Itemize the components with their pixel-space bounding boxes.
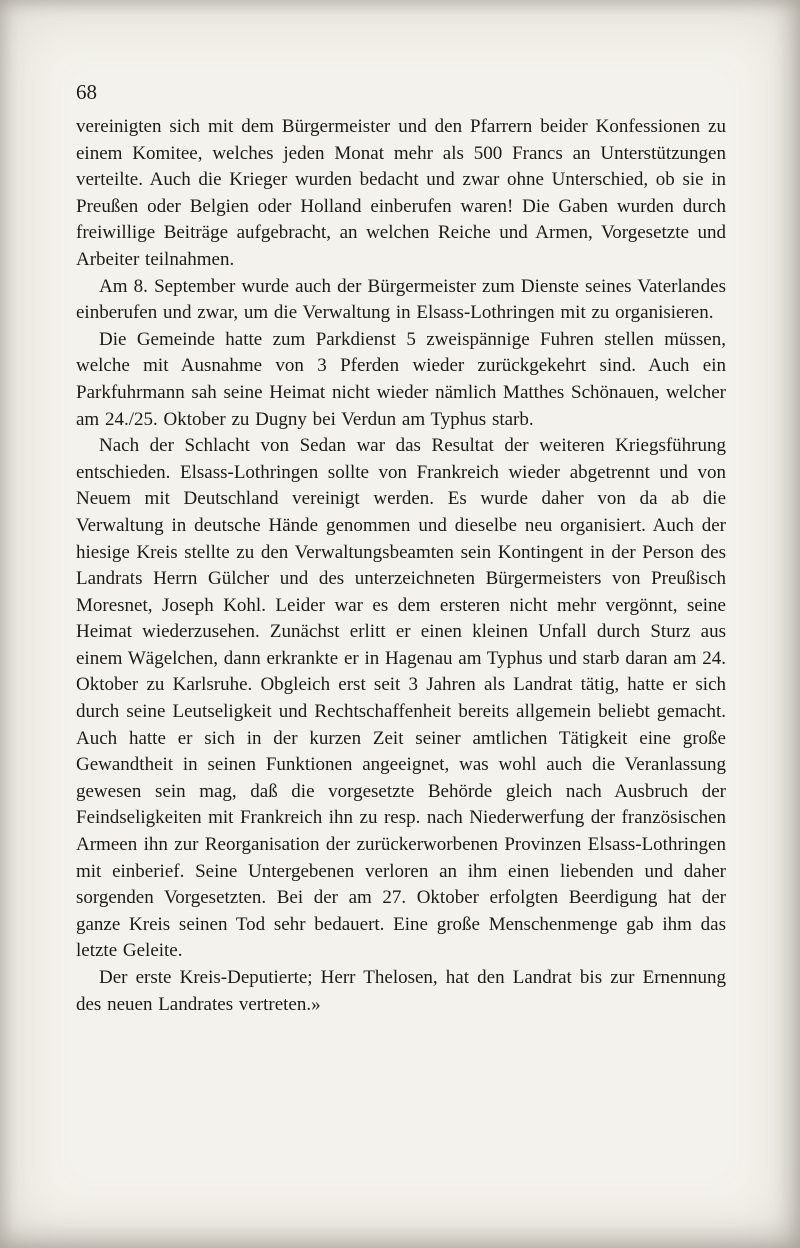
page-number: 68 — [76, 80, 97, 104]
page-text — [76, 114, 726, 1018]
paragraph: Die Gemeinde hatte zum Parkdienst 5 zweispännige Fuhren stellen müssen, welche mit Ausnahme von 3 Pferden wieder zurückgekehrt sind. Auch ein Parkfuhrmann sah seine Heimat nicht wieder nämlich Matthes Schönauen, welcher am 24./25. Oktober zu Dugny bei Verdun am Typhus starb. — [76, 328, 726, 430]
paragraph: Der erste Kreis-Deputierte; Herr Thelosen, hat den Landrat bis zur Ernennung des neuen Landrates vertreten.» — [76, 967, 726, 1015]
paragraph: vereinigten sich mit dem Bürgermeister und den Pfarrern beider Konfessionen zu einem Komitee, welches jeden Monat mehr als 500 Francs an Unterstützungen verteilte. Auch die Krieger wurden bedacht und zwar ohne Unterschied, ob sie in Preußen oder Belgien oder Holland einberufen waren! Die Gaben wurden durch freiwillige Beiträge aufgebracht, an welchen Reiche und Armen, Vorgesetzte und Arbeiter teilnahmen. — [76, 116, 726, 270]
paragraph: Am 8. September wurde auch der Bürgermeister zum Dienste seines Vaterlandes einberufen und zwar, um die Verwaltung in Elsass-Lothringen mit zu organisieren. — [76, 275, 726, 324]
paragraph: Nach der Schlacht von Sedan war das Resultat der weiteren Kriegsführung entschieden. Elsass-Lothringen sollte von Frankreich wieder abgetrennt und von Neuem mit Deutschland vereinigt werden. Es wurde daher von da ab die Verwaltung in deutsche Hände genommen und dieselbe neu organisiert. Auch der hiesige Kreis stellte zu den Verwaltungsbeamten sein Kontingent in der Person des Landrats Herrn Gülcher und des unterzeichneten Bürgermeisters von Preußisch Moresnet, Joseph Kohl. Leider war es dem ersteren nicht mehr vergönnt, seine Heimat wiederzusehen. Zunächst erlitt er einen kleinen Unfall durch Sturz aus einem Wägelchen, dann erkrankte er in Hagenau am Typhus und starb daran am 24. Oktober zu Karlsruhe. Obgleich erst seit 3 Jahren als Landrat tätig, hatte er sich durch seine Leutseligkeit und Rechtschaffenheit bereits allgemein beliebt gemacht. Auch hatte er sich in der kurzen Zeit seiner amtlichen Tätigkeit eine große Gewandtheit in seinen Funktionen angeeignet, was wohl auch die Veranlassung gewesen sein mag, daß die vorgesetzte Behörde gleich nach Ausbruch der Feindseligkeiten mit Frankreich ihn zu resp. nach Niederwerfung der französischen Armeen ihn zur Reorganisation der zurückerworbenen Provinzen Elsass-Lothringen mit einberief. Seine Untergebenen verloren an ihm einen liebenden und daher sorgenden Vorgesetzten. Bei der am 27. Oktober erfolgten Beerdigung hat der ganze Kreis seinen Tod sehr bedauert. Eine große Menschenmenge gab ihm das letzte Geleite. — [76, 435, 726, 962]
